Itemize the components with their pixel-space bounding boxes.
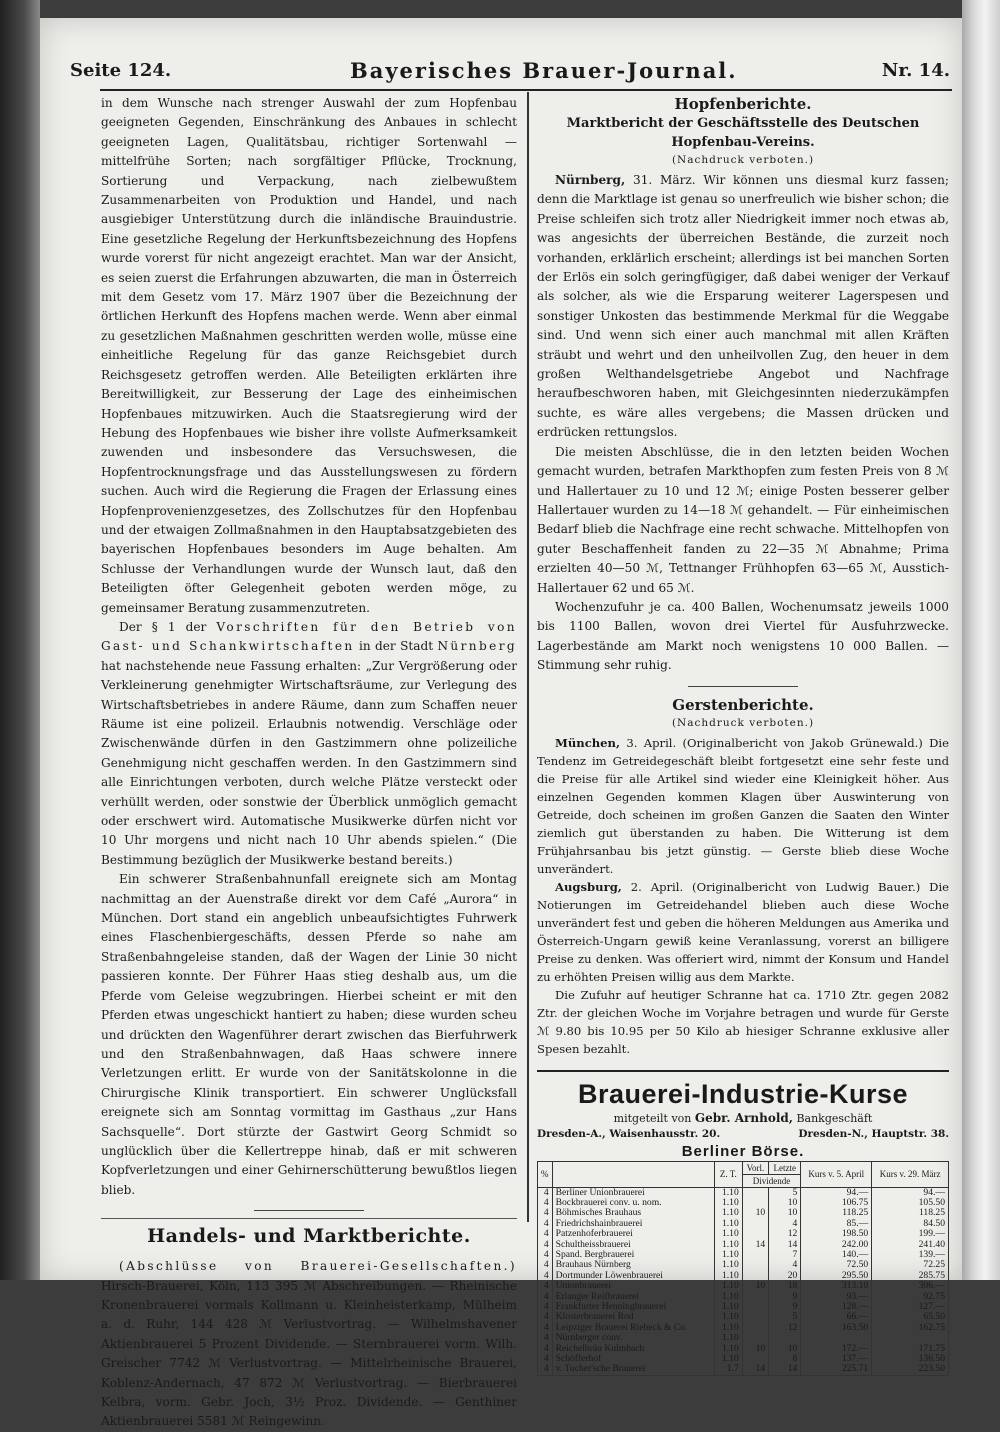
row-percent: 4 xyxy=(538,1364,553,1375)
row-div-prev xyxy=(742,1323,768,1333)
row-zt: 1.10 xyxy=(714,1198,742,1208)
row-kurs-maerz: 72.25 xyxy=(872,1260,949,1270)
row-zt: 1.10 xyxy=(714,1354,742,1364)
row-div-prev xyxy=(742,1312,768,1322)
row-div-prev: 10 xyxy=(742,1344,768,1354)
row-company: Spand. Bergbrauerei xyxy=(552,1250,714,1260)
row-company: Böhmisches Brauhaus xyxy=(552,1208,714,1218)
row-company: Leipziger Brauerei Riebeck & Co. xyxy=(552,1323,714,1333)
row-percent: 4 xyxy=(538,1292,553,1302)
col-header-zt: Z. T. xyxy=(714,1161,742,1187)
row-div-last: 10 xyxy=(769,1208,801,1218)
row-div-prev xyxy=(742,1219,768,1229)
row-div-last: 7 xyxy=(769,1250,801,1260)
table-row xyxy=(538,1354,949,1364)
row-kurs-april: 137.— xyxy=(801,1354,872,1364)
scan-shadow-left xyxy=(0,0,40,1280)
row-kurs-maerz: 118.25 xyxy=(872,1208,949,1218)
row-company: Friedrichshainbrauerei xyxy=(552,1219,714,1229)
hopfen-text-1: 31. März. Wir können uns diesmal kurz fassen; denn die Marktlage ist genau so unerfreulich wie bisher schon; die Preise schleifen sich trotz aller Niedrigkeit immer noch etwas ab, was angesichts der überreichen Bestände, die zurzeit noch vorhanden, erklärlich erscheint; allerdings ist bei manchen Sorten der Erlös ein solch geringfügiger, daß dabei weniger der Verkauf als solcher, als wie die Ersparung weiterer Lagerspesen und sonstiger Unkosten das bestimmende Merkmal für die Weggabe sind. Und wenn sich einer auch manchmal mit allen Kräften sträubt und wehrt und den unheilvollen Zug, den heuer in dem großen Welthandelsgetriebe Angebot und Nachfrage heraufbeschworen haben, mit Gleichgesinnten niederzukämpfen suchte, es wäre alles vergebens; die Massen drücken und erdrücken rettungslos. xyxy=(537,173,949,440)
row-company: Dortmunder Löwenbrauerei xyxy=(552,1271,714,1281)
left-bottom-rule xyxy=(101,1218,517,1219)
col-header-letzte: Letzte xyxy=(769,1161,801,1174)
ad-address-a: Dresden-A., Waisenhausstr. 20. xyxy=(537,1127,721,1140)
row-kurs-maerz: 285.75 xyxy=(872,1271,949,1281)
hopfen-paragraph-1 xyxy=(537,171,949,443)
row-div-prev: 14 xyxy=(742,1240,768,1250)
left-column xyxy=(101,94,517,1432)
row-zt: 1.10 xyxy=(714,1312,742,1322)
table-row xyxy=(538,1344,949,1354)
row-kurs-april: 93.— xyxy=(801,1292,872,1302)
row-company: Brauhaus Nürnberg xyxy=(552,1260,714,1270)
row-company: v. Tucher'sche Brauerei xyxy=(552,1364,714,1375)
row-company: Patzenhoferbrauerei xyxy=(552,1229,714,1239)
row-percent: 4 xyxy=(538,1240,553,1250)
row-company: Frankfurter Henningbrauerei xyxy=(552,1302,714,1312)
table-row xyxy=(538,1333,949,1343)
row-company: Reichelbräu Kulmbach xyxy=(552,1344,714,1354)
row-kurs-april: 172.— xyxy=(801,1344,872,1354)
hopfen-place: Nürnberg, xyxy=(555,173,626,187)
vorschriften-mid: in der Stadt xyxy=(359,639,434,654)
gerste-muenchen-place: München, xyxy=(555,735,621,750)
row-zt: 1.10 xyxy=(714,1344,742,1354)
page-header xyxy=(70,58,950,88)
row-percent: 4 xyxy=(538,1219,553,1229)
row-percent: 4 xyxy=(538,1250,553,1260)
row-percent: 4 xyxy=(538,1323,553,1333)
row-company: Klosterbrauerei Rod xyxy=(552,1312,714,1322)
row-div-prev xyxy=(742,1354,768,1364)
row-kurs-april: 313.10 xyxy=(801,1281,872,1291)
row-percent: 4 xyxy=(538,1302,553,1312)
row-kurs-april: 85.— xyxy=(801,1219,872,1229)
table-row xyxy=(538,1281,949,1291)
row-percent: 4 xyxy=(538,1198,553,1208)
row-zt: 1.10 xyxy=(714,1333,742,1343)
row-percent: 4 xyxy=(538,1260,553,1270)
hopfen-paragraph-3: Wochenzufuhr je ca. 400 Ballen, Wochenumsatz jeweils 1000 bis 1100 Ballen, wovon drei Viertel für Ausfuhrzwecke. Lagerbestände am Markt noch wenigstens 10 000 Ballen. — Stimmung sehr ruhig. xyxy=(537,599,949,673)
kurse-header-row xyxy=(538,1161,949,1174)
col-header-kurs-maerz: Kurs v. 29. März xyxy=(872,1161,949,1187)
row-kurs-april: 242.00 xyxy=(801,1240,872,1250)
hopfen-section-title: Hopfenberichte. xyxy=(674,95,812,113)
gerste-muenchen-text: 3. April. (Originalbericht von Jakob Grünewald.) Die Tendenz im Getreidegeschäft bleibt fortgesetzt eine sehr feste und die Preise für alle Artikel sind wieder eine Kleinigkeit höher. Aus einzelnen Gegenden kommen Klagen über Auswinterung von Getreide, doch scheinen im großen Ganzen die Saaten den Winter ziemlich gut überstanden zu haben. Die Witterung ist dem Frühjahrsanbau bis jetzt günstig. — Gerste blieb diese Woche unverändert. xyxy=(537,735,950,876)
row-zt: 1.7 xyxy=(714,1364,742,1375)
row-percent: 4 xyxy=(538,1229,553,1239)
row-company: Schultheissbrauerei xyxy=(552,1240,714,1250)
gerste-augsburg-place: Augsburg, xyxy=(555,879,622,894)
col-header-vorl: Vorl. xyxy=(742,1161,768,1174)
row-company: Erlanger Reifbrauerei xyxy=(552,1292,714,1302)
row-div-last: 5 xyxy=(769,1312,801,1322)
row-div-prev xyxy=(742,1260,768,1270)
row-kurs-april: 94.— xyxy=(801,1187,872,1198)
row-kurs-maerz: 84.50 xyxy=(872,1219,949,1229)
row-percent: 4 xyxy=(538,1271,553,1281)
row-zt: 1.10 xyxy=(714,1229,742,1239)
kurse-advertisement xyxy=(537,1070,949,1376)
abschluesse-text: Hirsch-Brauerei, Köln, 113 395 ℳ Abschreibungen. — Rheinische Kronenbrauerei vormals Kollmann u. Kleinheisterkamp, Mülheim a. d. Ruhr, 144 428 ℳ Verlustvortrag. — Wilhelmshavener Aktienbrauerei 5 Prozent Dividende. — Sternbrauerei vorm. Wilh. Greischer 7742 ℳ Verlustvortrag. — Mittelrheinische Brauerei, Koblenz-Andernach, 47 872 ℳ Verlustvortrag. — Bierbrauerei Kelbra, vorm. Gebr. Joch, 3½ Proz. Dividende. — Genthiner Aktienbrauerei 5581 ℳ Reingewinn. xyxy=(101,1278,517,1429)
row-div-prev xyxy=(742,1302,768,1312)
ad-boerse-title: Berliner Börse. xyxy=(681,1142,805,1160)
row-kurs-maerz: 162.75 xyxy=(872,1323,949,1333)
vorschriften-lead: Der § 1 der xyxy=(119,619,207,634)
table-row xyxy=(538,1312,949,1322)
vorschriften-paragraph xyxy=(101,618,517,870)
row-div-last: 10 xyxy=(769,1198,801,1208)
hopfen-section-subtitle: Marktbericht der Geschäftsstelle des Deutschen Hopfenbau-Vereins. xyxy=(566,116,920,150)
row-kurs-maerz: 105.50 xyxy=(872,1198,949,1208)
row-kurs-april: 140.— xyxy=(801,1250,872,1260)
gerste-augsburg-text: 2. April. (Originalbericht von Ludwig Bauer.) Die Notierungen im Getreidehandel blieben auch diese Woche unverändert fest und geben die höheren Meldungen aus Amerika und Österreich-Ungarn gewiß keine Veranlassung, vorerst an billigere Preise zu denken. Was offeriert wird, nimmt der Konsum und Handel zu erhöhten Preisen willig aus dem Markte. xyxy=(537,879,950,984)
kurse-body xyxy=(538,1187,949,1375)
table-row xyxy=(538,1292,949,1302)
table-row xyxy=(538,1323,949,1333)
handels-section-title: Handels- und Marktberichte. xyxy=(147,1225,471,1248)
row-kurs-april: 163.50 xyxy=(801,1323,872,1333)
row-zt: 1.10 xyxy=(714,1323,742,1333)
row-div-prev: 10 xyxy=(742,1208,768,1218)
row-kurs-april: 128.— xyxy=(801,1302,872,1312)
row-kurs-maerz: 92.75 xyxy=(872,1292,949,1302)
row-kurs-april: 66.— xyxy=(801,1312,872,1322)
row-kurs-april xyxy=(801,1333,872,1343)
row-kurs-maerz: 306.— xyxy=(872,1281,949,1291)
unfall-paragraph: Ein schwerer Straßenbahnunfall ereignete sich am Montag nachmittag an der Auenstraße direkt vor dem Café „Aurora“ in München. Dort stand ein angeblich unbeaufsichtigtes Fuhrwerk eines Flaschenbiergeschäfts, dessen Pferde so nahe am Straßenbahngeleise standen, daß der Wagen der Linie 30 nicht passieren konnte. Der Führer Haas stieg deshalb aus, um die Pferde vom Geleise wegzubringen. Hierbei scheint er mit den Pferden etwas ungeschickt hantiert zu haben; diese wurden scheu und drückten den Wagenführer derart zwischen das Bierfuhrwerk und den Straßenbahnwagen, daß Haas schwere innere Verletzungen erlitt. Er wurde von der Sanitätskolonne in die Chirurgische Klinik transportiert. Ein schwerer Unglücksfall ereignete sich am Sonntag vormittag im Gasthaus „zur Hans Sachsquelle“. Dort stürzte der Gastwirt Georg Schmidt so unglücklich über die Kellertreppe hinab, daß er mit schweren Kopfverletzungen und einer Gehirnerschütterung bewußtlos liegen blieb. xyxy=(101,872,517,1197)
abschluesse-paragraph xyxy=(101,1257,517,1432)
ad-bank-type: Bankgeschäft xyxy=(796,1111,873,1125)
gerste-section xyxy=(537,695,949,1058)
gerste-section-title: Gerstenberichte. xyxy=(672,695,814,714)
row-kurs-april: 118.25 xyxy=(801,1208,872,1218)
hopfenbau-paragraph: in dem Wunsche nach strenger Auswahl der zum Hopfenbau geeigneten Gegenden, Einschränkung des Anbaues in schlecht geeigneten Lagen, Qualitätsbau, richtiger Sortenwahl — mittelfrühe Sorten; nach sorgfältiger Pflücke, Trocknung, Sortierung und Verpackung, nach zielbewußtem Zusammenarbeiten von Produktion und Handel, und nach ausgiebiger Unterstützung durch die inländische Brauindustrie. Eine gesetzliche Regelung der Herkunftsbezeichnung des Hopfens wurde vorerst für nicht angezeigt erachtet. Man war der Ansicht, es seien zuerst die Erfahrungen abzuwarten, die man in Österreich mit dem Gesetz vom 17. März 1907 über die Bezeichnung der örtlichen Herkunft des Hopfens machen werde. Wenn aber einmal zu gesetzlichen Maßnahmen geschritten werden wolle, müsse eine einheitliche Regelung für das ganze Reichsgebiet durch Reichsgesetz getroffen werden. Alle Beteiligten erklärten ihre Bereitwilligkeit, zur Besserung der Lage des einheimischen Hopfenbaues mitzuwirken. Auch die Staatsregierung wird der Hebung des Hopfenbaues wie bisher ihre vollste Aufmerksamkeit zuwenden und insbesondere das Versuchswesen, die Hopfentrocknungsfrage und das Ausstellungswesen zu fördern suchen. Auch wird die Regierung die Fragen der Erlassung eines Hopfenprovenienzgesetzes, des Zollschutzes für den Hopfenbau und der etwaigen Zollmaßnahmen in den Hauptabsatzgebieten des bayerischen Hopfenbaues besonders im Auge behalten. Am Schlusse der Verhandlungen wurde der Wunsch laut, daß den Beteiligten öfter Gelegenheit geboten werden möge, zu gemeinsamer Beratung zusammenzutreten. xyxy=(101,96,517,615)
row-kurs-maerz: 127.— xyxy=(872,1302,949,1312)
row-company: Schöfferhof xyxy=(552,1354,714,1364)
row-div-last: 18 xyxy=(769,1281,801,1291)
abschluesse-heading: (Abschlüsse von Brauerei-Gesellschaften.) xyxy=(119,1259,517,1274)
ad-addresses xyxy=(537,1127,949,1142)
row-percent: 4 xyxy=(538,1344,553,1354)
gerste-reprint-note: (Nachdruck verboten.) xyxy=(671,716,815,729)
column-divider xyxy=(527,92,529,1222)
row-kurs-maerz: 94.— xyxy=(872,1187,949,1198)
ad-provider-line xyxy=(537,1110,949,1127)
row-div-prev: 10 xyxy=(742,1281,768,1291)
row-div-last: 5 xyxy=(769,1187,801,1198)
row-kurs-april: 106.75 xyxy=(801,1198,872,1208)
ad-bank-name: Gebr. Arnhold, xyxy=(694,1110,793,1125)
row-zt: 1.10 xyxy=(714,1250,742,1260)
row-div-last: 14 xyxy=(769,1364,801,1375)
row-percent: 4 xyxy=(538,1312,553,1322)
row-div-last: 9 xyxy=(769,1292,801,1302)
vorschriften-spaced-a: Vorschriften für den Betrieb von Gast- und Schankwirtschaften xyxy=(101,619,518,654)
row-div-last: 12 xyxy=(769,1229,801,1239)
row-percent: 4 xyxy=(538,1281,553,1291)
row-div-last: 20 xyxy=(769,1271,801,1281)
row-kurs-april: 198.50 xyxy=(801,1229,872,1239)
row-div-prev: 14 xyxy=(742,1364,768,1375)
row-zt: 1.10 xyxy=(714,1292,742,1302)
row-div-prev xyxy=(742,1187,768,1198)
row-div-last: 9 xyxy=(769,1302,801,1312)
row-kurs-april: 72.50 xyxy=(801,1260,872,1270)
row-div-last: 8 xyxy=(769,1354,801,1364)
row-div-prev xyxy=(742,1250,768,1260)
row-div-last: 10 xyxy=(769,1344,801,1354)
journal-title: Bayerisches Brauer-Journal. xyxy=(350,58,738,83)
row-div-last: 4 xyxy=(769,1219,801,1229)
table-row xyxy=(538,1302,949,1312)
row-percent: 4 xyxy=(538,1208,553,1218)
row-kurs-maerz: 136.50 xyxy=(872,1354,949,1364)
section-rule xyxy=(254,1210,364,1211)
row-kurs-maerz: 199.— xyxy=(872,1229,949,1239)
row-company: Unionbrauerei xyxy=(552,1281,714,1291)
row-zt: 1.10 xyxy=(714,1260,742,1270)
row-percent: 4 xyxy=(538,1354,553,1364)
row-percent: 4 xyxy=(538,1187,553,1198)
scan-page-edge-right xyxy=(962,0,1000,1280)
hopfen-reprint-note: (Nachdruck verboten.) xyxy=(671,154,815,166)
hopfen-paragraph-2: Die meisten Abschlüsse, die in den letzten beiden Wochen gemacht wurden, betrafen Markthopfen zum festen Preis von 8 ℳ und Hallertauer zu 10 und 12 ℳ; einige Posten besserer gelber Hallertauer wurden zu 14—18 ℳ gehandelt. — Für einheimischen Bedarf blieb die Nachfrage eine recht schwache. Mittelhopfen von guter Beschaffenheit fanden zu 22—35 ℳ Abnahme; Prima erzielten 40—50 ℳ, Tettnanger Frühhopfen 63—65 ℳ, Ausstich-Hallertauer 62 und 65 ℳ. xyxy=(537,444,949,595)
right-column xyxy=(537,94,949,1376)
gerste-muenchen-paragraph xyxy=(537,734,949,878)
row-div-last: 4 xyxy=(769,1260,801,1270)
vorschriften-city: Nürnberg xyxy=(437,639,518,654)
row-kurs-maerz: 241.40 xyxy=(872,1240,949,1250)
row-div-prev xyxy=(742,1333,768,1343)
row-zt: 1.10 xyxy=(714,1187,742,1198)
row-zt: 1.10 xyxy=(714,1271,742,1281)
row-kurs-maerz: 223.50 xyxy=(872,1364,949,1375)
vorschriften-rest: hat nachstehende neue Fassung erhalten: „Zur Vergrößerung oder Verkleinerung genehmigter Wirtschaftsräume, zur Verlegung des Wirtschaftsbetriebes in andere Räume, dann zum Schaffen neuer Räume ist eine polizeil. Erlaubnis notwendig. Verschläge oder Zwischenwände dürfen in den Gastzimmern ohne polizeiliche Genehmigung nicht geschaffen werden. In den Gastzimmern sind alle Einrichtungen verboten, durch welche Plätze versteckt oder verhüllt werden, oder sonstwie der Überblick unmöglich gemacht oder erschwert wird. Automatische Musikwerke dürfen nicht vor 10 Uhr morgens und nicht nach 10 Uhr abends spielen.“ (Die Bestimmung bezüglich der Musikwerke bestand bereits.) xyxy=(101,658,517,867)
table-row xyxy=(538,1364,949,1375)
kurse-table xyxy=(537,1161,949,1376)
page-number: Seite 124. xyxy=(70,60,172,81)
col-header-name xyxy=(552,1161,714,1187)
row-div-last: 12 xyxy=(769,1323,801,1333)
row-kurs-april: 295.50 xyxy=(801,1271,872,1281)
row-zt: 1.10 xyxy=(714,1281,742,1291)
gerste-augsburg-paragraph xyxy=(537,878,949,986)
row-div-last: 14 xyxy=(769,1240,801,1250)
row-div-prev xyxy=(742,1292,768,1302)
row-kurs-maerz: 65.50 xyxy=(872,1312,949,1322)
row-kurs-april: 225.71 xyxy=(801,1364,872,1375)
row-div-last xyxy=(769,1333,801,1343)
col-header-kurs-april: Kurs v. 5. April xyxy=(801,1161,872,1187)
row-kurs-maerz: 171.75 xyxy=(872,1344,949,1354)
header-rule xyxy=(100,89,952,91)
row-kurs-maerz xyxy=(872,1333,949,1343)
row-zt: 1.10 xyxy=(714,1208,742,1218)
row-percent: 4 xyxy=(538,1333,553,1343)
row-zt: 1.10 xyxy=(714,1302,742,1312)
ad-title: Brauerei-Industrie-Kurse xyxy=(577,1078,909,1109)
row-company: Bockbrauerei conv. u. nom. xyxy=(552,1198,714,1208)
ad-provided-by: mitgeteilt von xyxy=(613,1111,692,1125)
row-zt: 1.10 xyxy=(714,1240,742,1250)
issue-number: Nr. 14. xyxy=(881,60,950,81)
ad-address-n: Dresden-N., Hauptstr. 38. xyxy=(798,1127,949,1140)
row-zt: 1.10 xyxy=(714,1219,742,1229)
row-kurs-maerz: 139.— xyxy=(872,1250,949,1260)
section-rule-right xyxy=(688,686,798,687)
col-header-dividende: Dividende xyxy=(742,1174,801,1187)
gerste-zufuhr-paragraph: Die Zufuhr auf heutiger Schranne hat ca. 1710 Ztr. gegen 2082 Ztr. der gleichen Woche im Vorjahre betragen und wurde für Gerste ℳ 9.80 bis 10.95 per 50 Kilo ab hiesiger Schranne exklusive aller Spesen bezahlt. xyxy=(537,987,949,1056)
row-company: Nürnberger conv. xyxy=(552,1333,714,1343)
row-company: Berliner Unionbrauerei xyxy=(552,1187,714,1198)
col-header-percent: % xyxy=(538,1161,553,1187)
